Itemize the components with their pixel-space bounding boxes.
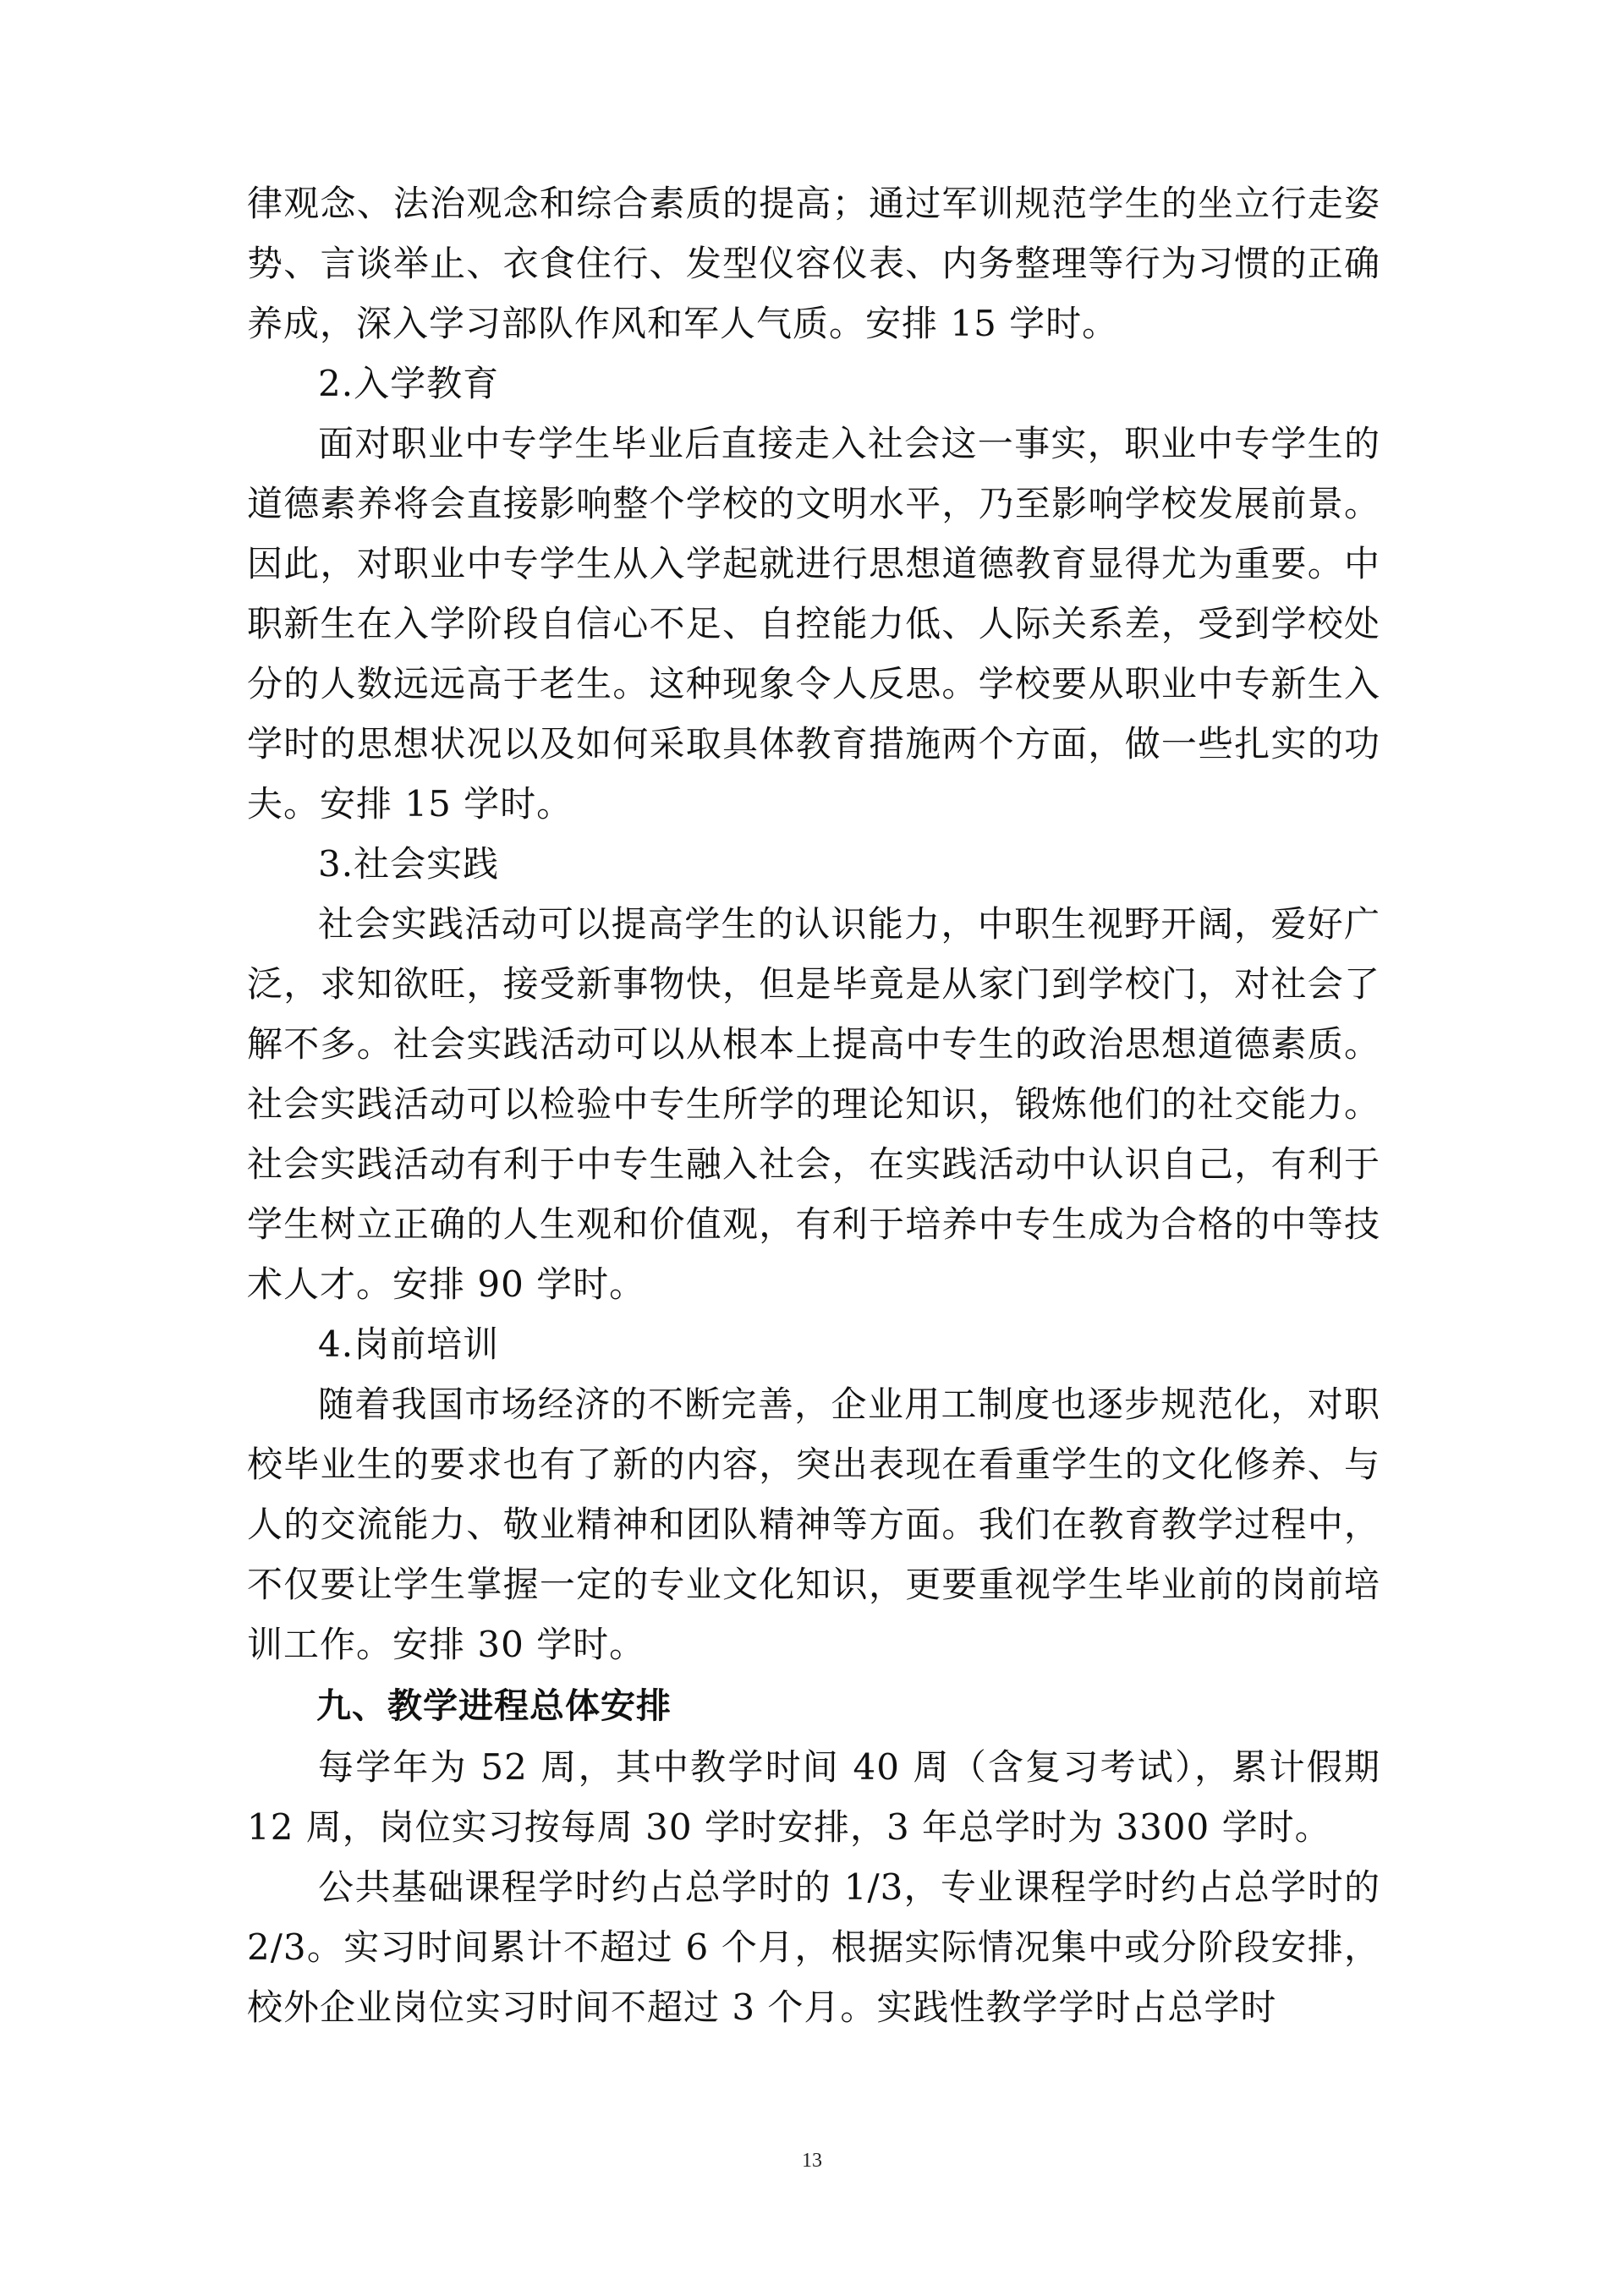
paragraph-course-hours: 公共基础课程学时约占总学时的 1/3，专业课程学时约占总学时的 2/3。实习时间累计不超过 6 个月，根据实际情况集中或分阶段安排，校外企业岗位实习时间不超过 3 个月。实践性教学学时占总学时 — [247, 1866, 1380, 2028]
paragraph-pre-job-training: 随着我国市场经济的不断完善，企业用工制度也逐步规范化，对职校毕业生的要求也有了新的内容，突出表现在看重学生的文化修养、与人的交流能力、敬业精神和团队精神等方面。我们在教育教学过程中，不仅要让学生掌握一定的专业文化知识，更要重视学生毕业前的岗前培训工作。安排 30 学时。 — [247, 1384, 1380, 1665]
subheading-social-practice: 3.社会实践 — [318, 843, 500, 885]
paragraph-military-training-continued: 律观念、法治观念和综合素质的提高；通过军训规范学生的坐立行走姿势、言谈举止、衣食住行、发型仪容仪表、内务整理等行为习惯的正确养成，深入学习部队作风和军人气质。安排 15 学时。 — [247, 183, 1380, 344]
subheading-pre-job-training: 4.岗前培训 — [318, 1323, 500, 1365]
paragraph-academic-year: 每学年为 52 周，其中教学时间 40 周（含复习考试），累计假期 12 周，岗位实习按每周 30 学时安排，3 年总学时为 3300 学时。 — [247, 1746, 1380, 1848]
page-number: 13 — [802, 2150, 822, 2172]
paragraph-social-practice: 社会实践活动可以提高学生的认识能力，中职生视野开阔，爱好广泛，求知欲旺，接受新事物快，但是毕竟是从家门到学校门，对社会了解不多。社会实践活动可以从根本上提高中专生的政治思想道德素质。社会实践活动可以检验中专生所学的理论知识，锻炼他们的社交能力。社会实践活动有利于中专生融入社会，在实践活动中认识自己，有利于学生树立正确的人生观和价值观，有利于培养中专生成为合格的中等技术人才。安排 90 学时。 — [247, 903, 1380, 1305]
paragraph-enrollment-education: 面对职业中专学生毕业后直接走入社会这一事实，职业中专学生的道德素养将会直接影响整个学校的文明水平，乃至影响学校发展前景。因此，对职业中专学生从入学起就进行思想道德教育显得尤为重要。中职新生在入学阶段自信心不足、自控能力低、人际关系差，受到学校处分的人数远远高于老生。这种现象令人反思。学校要从职业中专新生入学时的思想状况以及如何采取具体教育措施两个方面，做一些扎实的功夫。安排 15 学时。 — [247, 423, 1380, 825]
section-heading-teaching-schedule: 九、教学进程总体安排 — [316, 1685, 672, 1726]
page-body — [247, 173, 1380, 2037]
subheading-enrollment-education: 2.入学教育 — [318, 363, 500, 404]
